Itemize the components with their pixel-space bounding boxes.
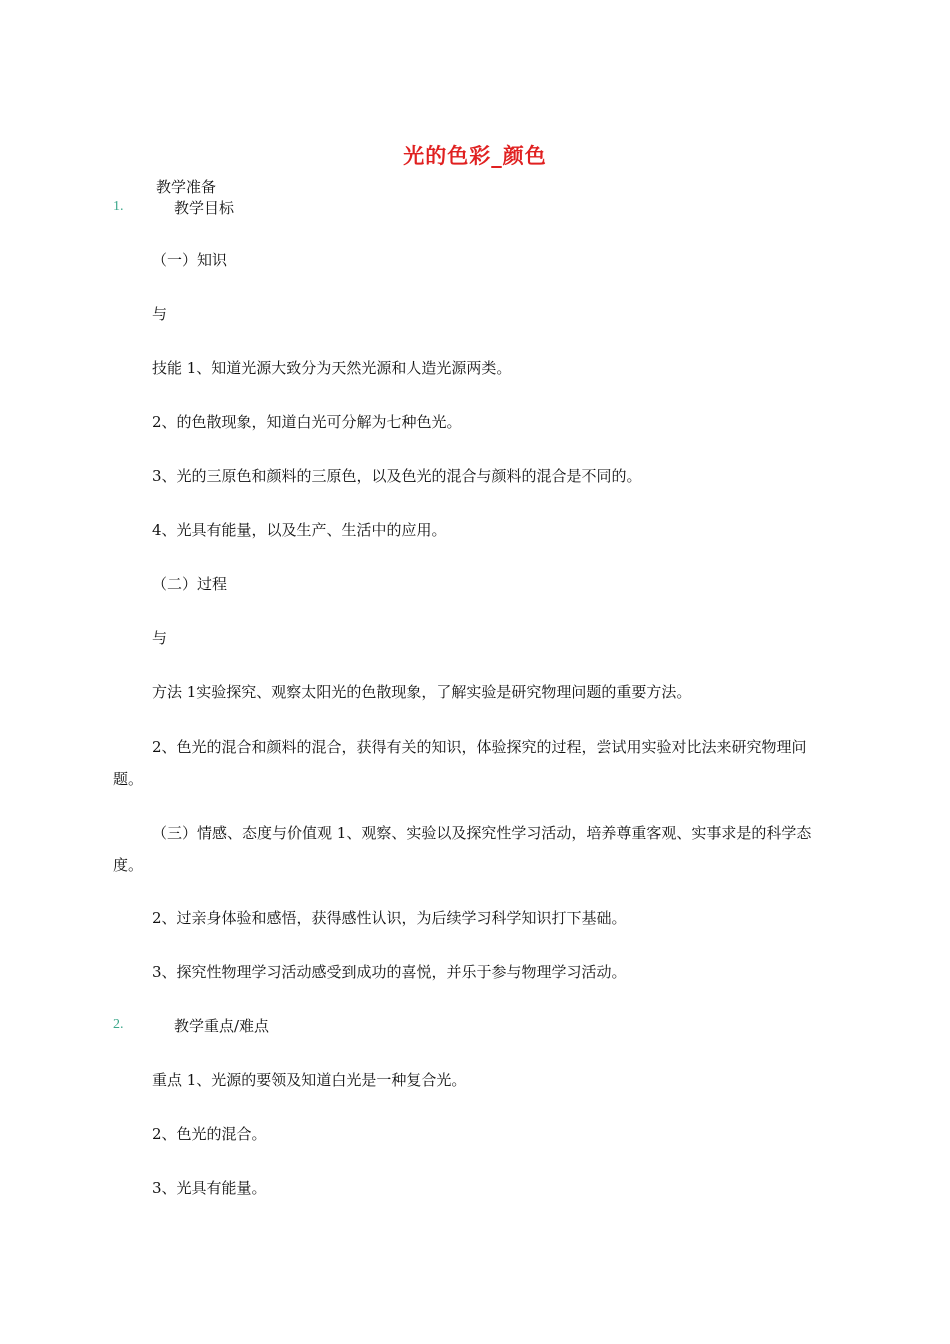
attitude-item-2: 2、过亲身体验和感悟，获得感性认识，为后续学习科学知识打下基础。 xyxy=(152,909,627,927)
key-point-1: 重点 1、光源的要领及知道白光是一种复合光。 xyxy=(152,1071,467,1089)
method-item-1: 方法 1实验探究、观察太阳光的色散现象，了解实验是研究物理问题的重要方法。 xyxy=(152,683,692,701)
document-title: 光的色彩_颜色 xyxy=(403,144,547,168)
section-1-number: 1. xyxy=(113,199,124,214)
method-item-2: 2、色光的混合和颜料的混合，获得有关的知识，体验探究的过程，尝试用实验对比法来研究物理问题。 xyxy=(113,738,807,788)
skill-item-4: 4、光具有能量，以及生产、生活中的应用。 xyxy=(152,521,447,539)
subsection-knowledge: （一）知识 xyxy=(152,251,228,269)
key-point-3: 3、光具有能量。 xyxy=(152,1179,267,1197)
key-point-2: 2、色光的混合。 xyxy=(152,1125,267,1143)
attitude-item-3: 3、探究性物理学习活动感受到成功的喜悦，并乐于参与物理学习活动。 xyxy=(152,963,627,981)
subsection-process: （二）过程 xyxy=(152,575,228,593)
skill-item-3: 3、光的三原色和颜料的三原色，以及色光的混合与颜料的混合是不同的。 xyxy=(152,467,642,485)
teaching-prep-label: 教学准备 xyxy=(156,178,217,196)
skill-item-2: 2、的色散现象，知道白光可分解为七种色光。 xyxy=(152,413,462,431)
connector-and-1: 与 xyxy=(152,305,168,323)
skill-item-1: 技能 1、知道光源大致分为天然光源和人造光源两类。 xyxy=(152,359,512,377)
connector-and-2: 与 xyxy=(152,629,168,647)
section-1-heading: 教学目标 xyxy=(174,199,235,217)
section-2-number: 2. xyxy=(113,1017,124,1032)
section-2-heading: 教学重点/难点 xyxy=(174,1017,270,1035)
subsection-attitude: （三）情感、态度与价值观 1、观察、实验以及探究性学习活动，培养尊重客观、实事求是的科学态度。 xyxy=(113,824,812,874)
